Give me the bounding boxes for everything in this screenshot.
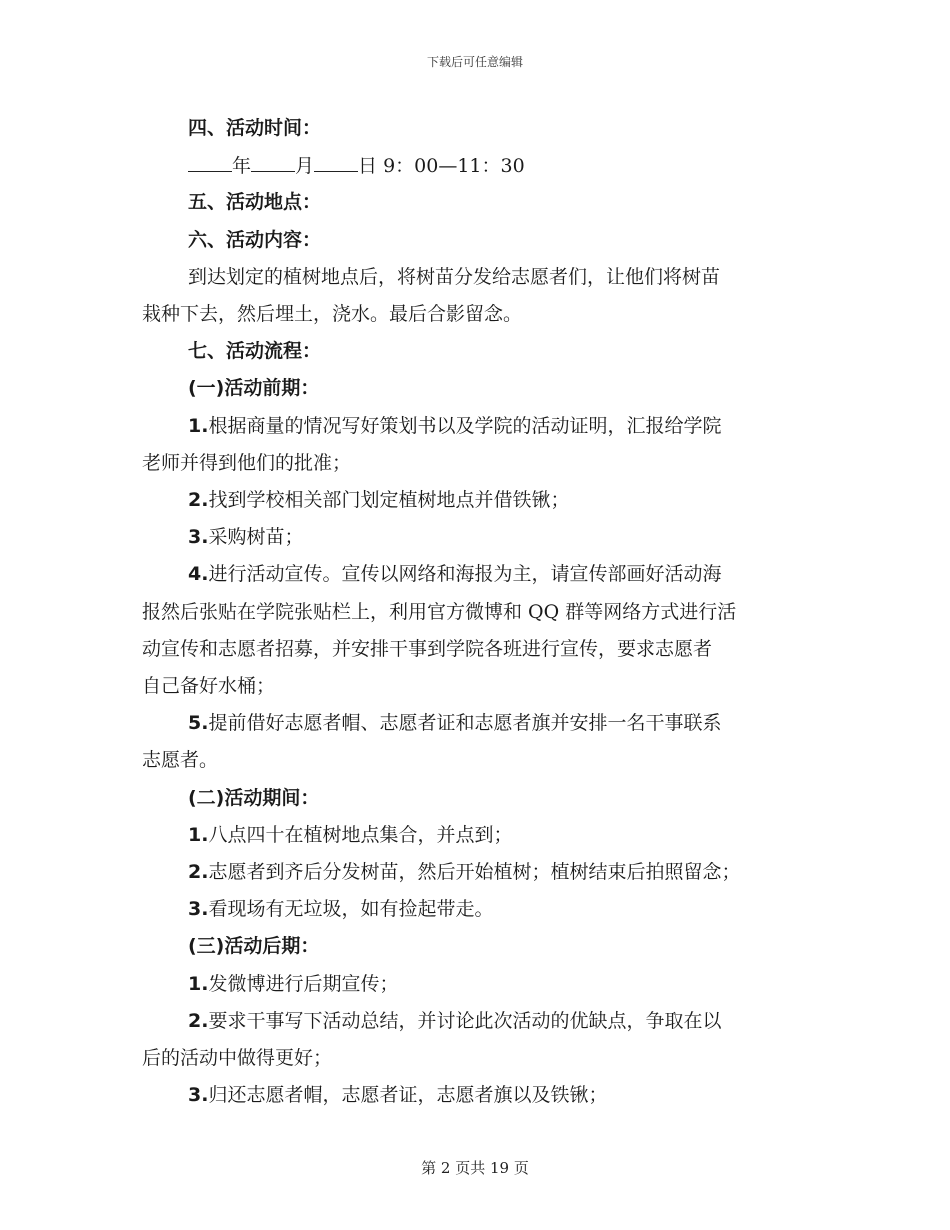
paragraph-line: 到达划定的植树地点后，将树苗分发给志愿者们，让他们将树苗 <box>188 266 721 288</box>
list-item <box>188 1083 858 1107</box>
item-number: 3. <box>188 526 209 548</box>
blank-field <box>188 153 232 172</box>
list-item <box>188 525 858 549</box>
item-text: 看现场有无垃圾，如有捡起带走。 <box>208 898 494 920</box>
item-number: 4. <box>188 563 209 585</box>
list-item <box>188 897 858 921</box>
item-text: 进行活动宣传。宣传以网络和海报为主，请宣传部画好活动海 <box>208 563 722 585</box>
item-text: 八点四十在植树地点集合，并点到； <box>208 824 513 846</box>
section-heading: 六、活动内容： <box>188 229 322 251</box>
paragraph-line: 报然后张贴在学院张贴栏上，利用官方微博和 QQ 群等网络方式进行活 <box>142 601 737 623</box>
paragraph-line: 后的活动中做得更好； <box>142 1047 333 1069</box>
list-item <box>188 711 858 735</box>
section-heading: 四、活动时间： <box>188 117 322 139</box>
list-item <box>188 488 858 512</box>
section-heading: 五、活动地点： <box>188 191 322 213</box>
blank-field <box>314 153 358 172</box>
item-number: 1. <box>188 824 209 846</box>
list-item <box>188 860 858 884</box>
item-text: 归还志愿者帽，志愿者证，志愿者旗以及铁锹； <box>208 1084 608 1106</box>
page-header: 下载后可任意编辑 <box>426 55 523 69</box>
item-number: 1. <box>188 415 209 437</box>
item-text: 根据商量的情况写好策划书以及学院的活动证明，汇报给学院 <box>208 415 722 437</box>
item-text: 志愿者到齐后分发树苗，然后开始植树；植树结束后拍照留念； <box>208 861 741 883</box>
list-item <box>188 972 858 996</box>
blank-field <box>251 153 295 172</box>
paragraph-line: 老师并得到他们的批准； <box>142 452 352 474</box>
date-part: 月 <box>295 155 315 177</box>
item-number: 2. <box>188 1010 209 1032</box>
item-number: 3. <box>188 898 209 920</box>
item-number: 3. <box>188 1084 209 1106</box>
section-heading: 七、活动流程： <box>188 340 322 362</box>
list-item <box>188 823 858 847</box>
section-heading: (三)活动后期： <box>188 935 320 957</box>
item-text: 发微博进行后期宣传； <box>208 973 399 995</box>
list-item <box>188 1009 858 1033</box>
item-number: 2. <box>188 489 209 511</box>
item-number: 5. <box>188 712 209 734</box>
item-text: 要求干事写下活动总结，并讨论此次活动的优缺点，争取在以 <box>208 1010 722 1032</box>
list-item <box>188 414 858 438</box>
list-item <box>188 562 858 586</box>
paragraph-line: 栽种下去，然后埋土，浇水。最后合影留念。 <box>142 303 523 325</box>
item-text: 提前借好志愿者帽、志愿者证和志愿者旗并安排一名干事联系 <box>208 712 722 734</box>
item-text: 找到学校相关部门划定植树地点并借铁锹； <box>208 489 570 511</box>
item-text: 采购树苗； <box>208 526 304 548</box>
page-footer: 第 2 页共 19 页 <box>421 1159 529 1177</box>
item-number: 2. <box>188 861 209 883</box>
date-line <box>188 153 858 178</box>
date-part: 日 9：00—11：30 <box>358 155 525 177</box>
section-heading: (二)活动期间： <box>188 787 320 809</box>
paragraph-line: 动宣传和志愿者招募，并安排干事到学院各班进行宣传，要求志愿者 <box>142 638 713 660</box>
section-heading: (一)活动前期： <box>188 377 320 399</box>
paragraph-line: 自己备好水桶； <box>142 675 276 697</box>
paragraph-line: 志愿者。 <box>142 749 219 771</box>
item-number: 1. <box>188 973 209 995</box>
date-part: 年 <box>232 155 252 177</box>
